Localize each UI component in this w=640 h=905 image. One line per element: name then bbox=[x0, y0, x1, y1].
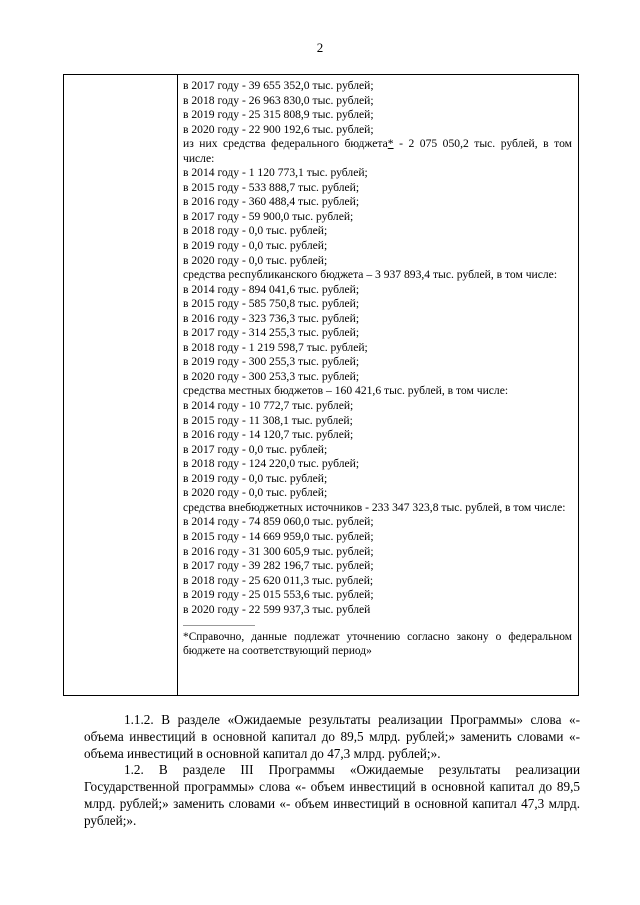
funding-line: в 2019 году - 25 315 808,9 тыс. рублей; bbox=[183, 108, 374, 122]
funding-line: в 2016 году - 323 736,3 тыс. рублей; bbox=[183, 311, 360, 325]
funding-line: в 2018 году - 26 963 830,0 тыс. рублей; bbox=[183, 93, 374, 107]
republic-budget-list bbox=[183, 283, 572, 385]
funding-line: в 2020 году - 0,0 тыс. рублей; bbox=[183, 486, 328, 500]
funding-line: в 2017 году - 0,0 тыс. рублей; bbox=[183, 442, 328, 456]
funding-line: в 2018 году - 0,0 тыс. рублей; bbox=[183, 224, 328, 238]
funding-table bbox=[63, 74, 579, 696]
extrabudget-header: средства внебюджетных источников - 233 347 323,8 тыс. рублей, в том числе: bbox=[183, 500, 566, 514]
funding-line: в 2016 году - 14 120,7 тыс. рублей; bbox=[183, 428, 354, 442]
table-right-column bbox=[178, 75, 578, 695]
funding-line: в 2018 году - 1 219 598,7 тыс. рублей; bbox=[183, 340, 368, 354]
table-left-column bbox=[64, 75, 178, 695]
local-budget-list bbox=[183, 399, 572, 501]
footnote-divider bbox=[183, 625, 255, 626]
total-funding-list bbox=[183, 79, 572, 137]
paragraph: 1.1.2. В разделе «Ожидаемые результаты реализации Программы» слова «- объема инвестиций в основной капитал до 89,5 млрд. рублей;» заменить словами «- объема инвестиций в основной капитал до 47,3 млрд. рублей;». bbox=[84, 712, 580, 761]
funding-line: в 2018 году - 25 620 011,3 тыс. рублей; bbox=[183, 573, 374, 587]
funding-line: в 2014 году - 74 859 060,0 тыс. рублей; bbox=[183, 515, 374, 529]
funding-line: в 2015 году - 14 669 959,0 тыс. рублей; bbox=[183, 529, 374, 543]
funding-line: в 2020 году - 0,0 тыс. рублей; bbox=[183, 253, 328, 267]
page-number: 2 bbox=[316, 40, 324, 55]
amendment-text bbox=[84, 712, 580, 830]
federal-budget-list bbox=[183, 166, 572, 268]
funding-line: в 2018 году - 124 220,0 тыс. рублей; bbox=[183, 457, 360, 471]
federal-header-prefix: из них средства федерального бюджета bbox=[183, 137, 388, 151]
extrabudget-list bbox=[183, 515, 572, 617]
paragraph: 1.2. В разделе III Программы «Ожидаемые результаты реализации Государственной программы» слова «- объем инвестиций в основной капитал до 89,5 млрд. рублей;» заменить словами «- объем инвестиций в основной капитал 47,3 млрд. рублей;». bbox=[84, 762, 580, 828]
funding-line: в 2015 году - 585 750,8 тыс. рублей; bbox=[183, 297, 360, 311]
funding-line: в 2020 году - 22 599 937,3 тыс. рублей bbox=[183, 602, 371, 616]
funding-line: в 2020 году - 22 900 192,6 тыс. рублей; bbox=[183, 122, 374, 136]
funding-line: в 2020 году - 300 253,3 тыс. рублей; bbox=[183, 369, 360, 383]
funding-line: в 2014 году - 894 041,6 тыс. рублей; bbox=[183, 282, 360, 296]
funding-line: в 2017 году - 314 255,3 тыс. рублей; bbox=[183, 326, 360, 340]
funding-line: в 2019 году - 300 255,3 тыс. рублей; bbox=[183, 355, 360, 369]
funding-line: в 2019 году - 25 015 553,6 тыс. рублей; bbox=[183, 588, 374, 602]
federal-header-suffix: - 2 075 050,2 тыс. рублей, в том числе: bbox=[183, 137, 572, 165]
footnote-marker: * bbox=[387, 137, 394, 151]
funding-line: в 2016 году - 360 488,4 тыс. рублей; bbox=[183, 195, 360, 209]
funding-line: в 2017 году - 39 655 352,0 тыс. рублей; bbox=[183, 79, 374, 92]
funding-line: в 2017 году - 39 282 196,7 тыс. рублей; bbox=[183, 559, 374, 573]
funding-line: в 2016 году - 31 300 605,9 тыс. рублей; bbox=[183, 544, 374, 558]
funding-line: в 2019 году - 0,0 тыс. рублей; bbox=[183, 239, 328, 253]
funding-line: в 2014 году - 1 120 773,1 тыс. рублей; bbox=[183, 166, 368, 180]
funding-line: в 2014 году - 10 772,7 тыс. рублей; bbox=[183, 399, 354, 413]
republic-budget-header: средства республиканского бюджета – 3 937 893,4 тыс. рублей, в том числе: bbox=[183, 268, 558, 282]
funding-line: в 2015 году - 11 308,1 тыс. рублей; bbox=[183, 413, 353, 427]
footnote: *Справочно, данные подлежат уточнению согласно закону о федеральном бюджете на соответствующий период» bbox=[183, 631, 572, 658]
funding-line: в 2017 году - 59 900,0 тыс. рублей; bbox=[183, 209, 354, 223]
federal-budget-header bbox=[183, 137, 572, 166]
local-budget-header: средства местных бюджетов – 160 421,6 тыс. рублей, в том числе: bbox=[183, 384, 509, 398]
funding-line: в 2015 году - 533 888,7 тыс. рублей; bbox=[183, 180, 360, 194]
funding-line: в 2019 году - 0,0 тыс. рублей; bbox=[183, 471, 328, 485]
